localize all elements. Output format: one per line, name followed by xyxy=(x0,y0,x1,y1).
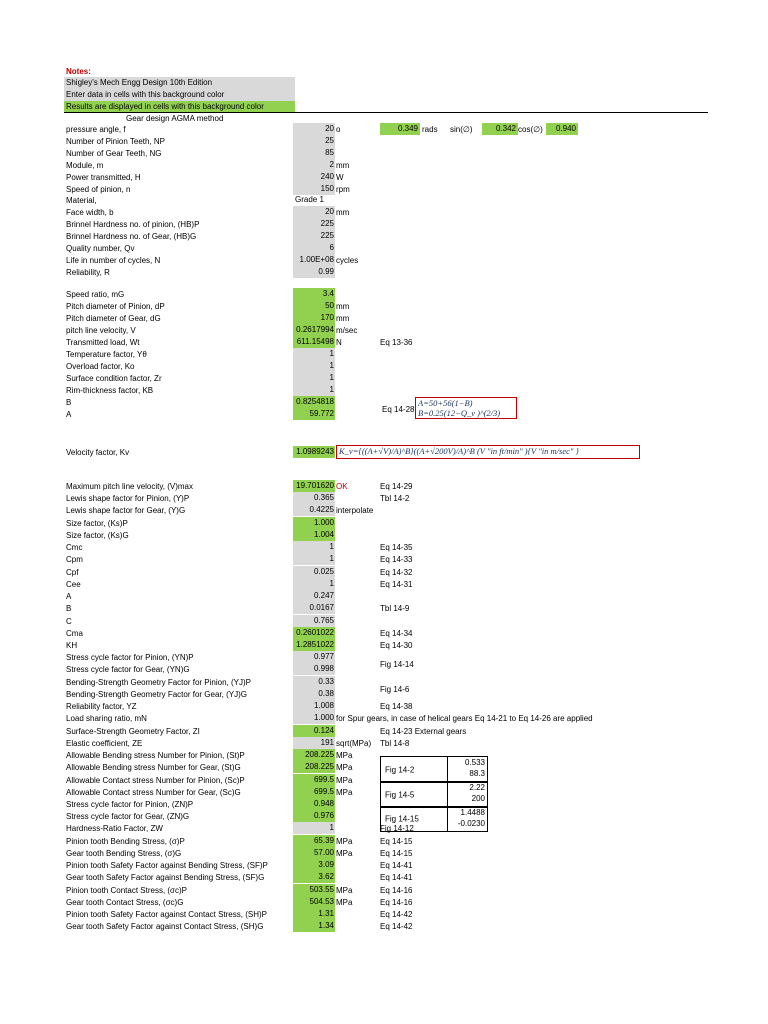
result-row-eq: Eq 14-38 xyxy=(380,702,413,712)
result-row-value: 699.5 xyxy=(293,786,335,798)
result-row-value: 0.38 xyxy=(293,688,335,700)
result-row-value: 0.124 xyxy=(293,725,335,737)
result-row-label: Allowable Contact stress Number for Gear, (Sc)G xyxy=(66,787,241,797)
input-row-label: Power transmitted, H xyxy=(66,172,141,182)
fig-box-value-2: 200 xyxy=(471,794,485,803)
cos-label: cos(∅) xyxy=(518,125,543,134)
result-row-unit: MPa xyxy=(336,885,353,895)
input-row-label: Speed of pinion, n xyxy=(66,184,131,194)
fig-box-value-1: 0.533 xyxy=(464,758,485,767)
result-row-label: Stress cycle factor for Gear, (ZN)G xyxy=(66,812,190,822)
input-row-unit: W xyxy=(336,172,344,182)
result-row-value: 65.39 xyxy=(293,835,335,847)
result-row-label: Cpf xyxy=(66,567,79,577)
calc-row-label: Surface condition factor, Zr xyxy=(66,373,162,383)
calc-row-value: 0.2617994 xyxy=(293,324,335,336)
result-row-unit: MPa xyxy=(336,836,353,846)
calc-row-label: Pitch diameter of Pinion, dP xyxy=(66,301,165,311)
result-row-value: 0.998 xyxy=(293,663,335,675)
result-row-value: 0.247 xyxy=(293,590,335,602)
result-row-eq: Eq 14-16 xyxy=(380,897,413,907)
calc-row-label: A xyxy=(66,409,72,419)
fig-box xyxy=(380,806,488,832)
calc-row-label: Rim-thickness factor, KB xyxy=(66,385,154,395)
calc-row-unit: m/sec xyxy=(336,325,358,335)
result-row-value: 0.948 xyxy=(293,798,335,810)
input-row-value: 225 xyxy=(293,230,335,242)
result-row-eq: Eq 14-15 xyxy=(380,848,413,858)
result-row-value: 1.2851022 xyxy=(293,639,335,651)
result-row-unit: OK xyxy=(336,482,348,491)
velocity-factor-label: Velocity factor, Kv xyxy=(66,448,130,457)
result-row-value: 1.004 xyxy=(293,529,335,541)
calc-row-value: 170 xyxy=(293,312,335,324)
calc-row-label: pitch line velocity, V xyxy=(66,325,136,335)
input-row-value: 0.99 xyxy=(293,266,335,278)
result-row-value: 0.025 xyxy=(293,566,335,578)
result-row-value: 1 xyxy=(293,578,335,590)
input-row-label: Brinnel Hardness no. of Gear, (HB)G xyxy=(66,232,197,242)
fig-box xyxy=(380,781,488,808)
calc-row-value: 50 xyxy=(293,300,335,312)
fig-box xyxy=(380,756,488,783)
result-row-label: Cpm xyxy=(66,555,83,565)
result-row-label: Elastic coefficient, ZE xyxy=(66,738,143,748)
fig-box-label: Fig 14-2 xyxy=(385,765,415,774)
notes-title: Notes: xyxy=(66,67,91,76)
fig-box-value-1: 1.4488 xyxy=(460,808,485,817)
formula-kv: K_v={((A+√V)/A)^B}((A+√200V)/A)^B (V "in ft/min" ){V "in m/sec" } xyxy=(336,445,640,459)
formula-b: B=0.25(12−Q_v )^(2/3) xyxy=(418,408,501,418)
rad-unit: rads xyxy=(422,125,438,134)
result-row-label: Surface-Strength Geometry Factor, ZI xyxy=(66,726,200,736)
fig-box-separator xyxy=(447,782,448,807)
calc-row-label: Temperature factor, Yθ xyxy=(66,349,147,359)
result-row-value: 3.09 xyxy=(293,859,335,871)
velocity-factor-value: 1.0989243 xyxy=(293,446,335,458)
sin-value: 0.342 xyxy=(482,123,518,135)
calc-row-unit: N xyxy=(336,337,342,347)
result-row-eq: Eq 14-15 xyxy=(380,836,413,846)
result-row-eq: Eq 14-30 xyxy=(380,640,413,650)
input-row-unit: rpm xyxy=(336,184,350,194)
result-row-value: 0.977 xyxy=(293,651,335,663)
result-row-value: 191 xyxy=(293,737,335,749)
result-row-label: Allowable Bending stress Number for Gear, (St)G xyxy=(66,763,241,773)
calc-row-value: 1 xyxy=(293,372,335,384)
result-row-eq: Eq 14-42 xyxy=(380,910,413,920)
calc-row-eq: Eq 13-36 xyxy=(380,337,413,347)
input-row-label: Quality number, Qv xyxy=(66,244,135,253)
result-row-eq: Tbl 14-8 xyxy=(380,738,410,748)
input-row-value: 25 xyxy=(293,135,335,147)
input-row-value: 6 xyxy=(293,242,335,254)
result-row-eq: Eq 14-29 xyxy=(380,482,413,491)
result-row-unit: MPa xyxy=(336,787,353,797)
result-row-label: Hardness-Ratio Factor, ZW xyxy=(66,824,163,834)
calc-row-unit: mm xyxy=(336,301,350,311)
result-row-label: Bending-Strength Geometry Factor for Pinion, (YJ)P xyxy=(66,677,251,687)
input-row-unit: mm xyxy=(336,160,350,170)
formula-ab-box xyxy=(415,397,517,419)
result-row-eq: Eq 14-16 xyxy=(380,885,413,895)
calc-row-label: Overload factor, Ko xyxy=(66,361,135,371)
result-row-value: 208.225 xyxy=(293,749,335,761)
result-row-label: Allowable Bending stress Number for Pinion, (St)P xyxy=(66,751,245,761)
fig-box-value-1: 2.22 xyxy=(469,783,485,792)
result-row-label: KH xyxy=(66,640,78,650)
input-row-value: 20 xyxy=(293,206,335,218)
input-row-label: Material, xyxy=(66,196,97,206)
result-row-label: Stress cycle factor for Pinion, (YN)P xyxy=(66,653,194,663)
result-row-value: 0.2601022 xyxy=(293,627,335,639)
result-row-value: 0.365 xyxy=(293,492,335,504)
input-row-label: Number of Pinion Teeth, NP xyxy=(66,136,166,146)
result-row-value: 1.000 xyxy=(293,712,335,724)
result-row-label: Size factor, (Ks)P xyxy=(66,518,128,528)
result-row-value: 57.00 xyxy=(293,847,335,859)
fig-14-6: Fig 14-6 xyxy=(380,685,410,694)
input-row-label: Number of Gear Teeth, NG xyxy=(66,148,162,158)
result-row-label: Pinion tooth Safety Factor against Bending Stress, (SF)P xyxy=(66,861,268,871)
result-row-label: Lewis shape factor for Pinion, (Y)P xyxy=(66,494,190,504)
fig-14-14: Fig 14-14 xyxy=(380,660,414,669)
input-row-label: Face width, b xyxy=(66,208,114,218)
result-row-eq: Tbl 14-2 xyxy=(380,494,410,504)
input-row-unit: cycles xyxy=(336,255,359,265)
result-row-label: Gear tooth Contact Stress, (σc)G xyxy=(66,897,184,907)
input-row-value: Grade 1 xyxy=(295,195,324,205)
fig-box-label: Fig 14-5 xyxy=(385,790,415,799)
fig-box-value-2: -0.0230 xyxy=(457,819,485,828)
calc-row-value: 1 xyxy=(293,384,335,396)
result-row-eq: Eq 14-41 xyxy=(380,873,413,883)
result-row-value: 0.4225 xyxy=(293,504,335,516)
result-row-unit: sqrt(MPa) xyxy=(336,738,372,748)
result-row-value: 0.0167 xyxy=(293,602,335,614)
result-row-eq: Eq 14-31 xyxy=(380,579,413,589)
result-row-label: Size factor, (Ks)G xyxy=(66,530,129,540)
result-row-label: Reliability factor, YZ xyxy=(66,702,137,712)
result-row-value: 504.53 xyxy=(293,896,335,908)
result-row-unit: interpolate xyxy=(336,506,374,516)
result-row-value: 0.33 xyxy=(293,676,335,688)
input-row-unit: o xyxy=(336,125,341,134)
result-row-unit: MPa xyxy=(336,848,353,858)
input-row-value: 85 xyxy=(293,147,335,159)
result-row-eq: Eq 14-23 External gears xyxy=(380,726,467,736)
calc-row-label: Transmitted load, Wt xyxy=(66,337,140,347)
calc-row-value: 0.8254818 xyxy=(293,396,335,408)
notes-line-edition: Shigley's Mech Engg Design 10th Edition xyxy=(64,77,295,89)
result-row-eq: Eq 14-34 xyxy=(380,628,413,638)
result-row-label: Gear tooth Safety Factor against Contact Stress, (SH)G xyxy=(66,922,264,932)
calc-row-label: Speed ratio, mG xyxy=(66,290,125,299)
input-row-label: Brinnel Hardness no. of pinion, (HB)P xyxy=(66,220,200,230)
rad-value: 0.349 xyxy=(380,123,420,135)
result-row-eq: Fig 14-12 xyxy=(380,824,414,834)
result-row-value: 1.34 xyxy=(293,920,335,932)
calc-row-value: 1 xyxy=(293,348,335,360)
result-row-unit: MPa xyxy=(336,763,353,773)
result-row-label: Cma xyxy=(66,628,83,638)
result-row-value: 1.31 xyxy=(293,908,335,920)
notes-line-result-color: Results are displayed in cells with this background color xyxy=(64,101,295,112)
sin-label: sin(∅) xyxy=(450,125,473,134)
result-row-value: 3.62 xyxy=(293,871,335,883)
cos-value: 0.940 xyxy=(546,123,578,135)
calc-row-value: 3.4 xyxy=(293,288,335,300)
result-row-label: Lewis shape factor for Gear, (Y)G xyxy=(66,506,186,516)
fig-box-label: Fig 14-15 xyxy=(385,814,419,824)
result-row-value: 19.701620 xyxy=(293,480,335,492)
result-row-eq: Eq 14-42 xyxy=(380,922,413,932)
fig-box-separator xyxy=(447,807,448,831)
result-row-unit: MPa xyxy=(336,897,353,907)
result-row-label: Pinion tooth Contact Stress, (σc)P xyxy=(66,885,187,895)
result-row-label: Pinion tooth Bending Stress, (σ)P xyxy=(66,836,185,846)
input-row-value: 2 xyxy=(293,159,335,171)
input-row-value: 20 xyxy=(293,123,335,135)
input-row-value: 240 xyxy=(293,171,335,183)
result-row-eq: Eq 14-35 xyxy=(380,543,413,553)
result-row-value: 1 xyxy=(293,822,335,834)
result-row-eq: Eq 14-41 xyxy=(380,861,413,871)
result-row-label: Maximum pitch line velocity, (V)max xyxy=(66,482,193,491)
formula-a: A=50+56(1−B) xyxy=(418,398,473,408)
calc-row-value: 611.15498 xyxy=(293,336,335,348)
result-row-value: 699.5 xyxy=(293,774,335,786)
result-row-label: A xyxy=(66,592,72,602)
input-row-label: Life in number of cycles, N xyxy=(66,255,161,265)
result-row-eq: Eq 14-33 xyxy=(380,555,413,565)
result-row-eq: Eq 14-32 xyxy=(380,567,413,577)
result-row-value: 208.225 xyxy=(293,761,335,773)
result-row-label: Load sharing ratio, mN xyxy=(66,714,147,724)
result-row-value: 1 xyxy=(293,553,335,565)
calc-row-value: 59.772 xyxy=(293,408,335,420)
result-row-value: 503.55 xyxy=(293,884,335,896)
result-row-value: 0.976 xyxy=(293,810,335,822)
eq-14-28: Eq 14-28 xyxy=(382,405,415,414)
result-row-label: Cee xyxy=(66,579,81,589)
result-row-label: C xyxy=(66,616,72,626)
input-row-label: Module, m xyxy=(66,160,104,170)
section-title: Gear design AGMA method xyxy=(126,114,224,123)
calc-row-label: B xyxy=(66,397,72,407)
input-row-value: 225 xyxy=(293,218,335,230)
input-row-unit: mm xyxy=(336,208,350,218)
result-row-label: Stress cycle factor for Pinion, (ZN)P xyxy=(66,799,194,809)
result-row-label: Allowable Contact stress Number for Pinion, (Sc)P xyxy=(66,775,245,785)
input-row-value: 150 xyxy=(293,183,335,195)
input-row-value: 1.00E+08 xyxy=(293,254,335,266)
fig-box-separator xyxy=(447,757,448,782)
input-row-label: pressure angle, f xyxy=(66,125,126,134)
result-row-label: Cmc xyxy=(66,543,83,553)
calc-row-label: Pitch diameter of Gear, dG xyxy=(66,313,161,323)
result-row-value: 1.000 xyxy=(293,517,335,529)
result-row-value: 1 xyxy=(293,541,335,553)
result-row-unit: MPa xyxy=(336,775,353,785)
result-row-label: Gear tooth Bending Stress, (σ)G xyxy=(66,848,182,858)
result-row-label: Gear tooth Safety Factor against Bending Stress, (SF)G xyxy=(66,873,265,883)
result-row-eq: Tbl 14-9 xyxy=(380,604,410,614)
result-row-value: 1.008 xyxy=(293,700,335,712)
result-row-label: B xyxy=(66,604,72,614)
notes-line-input-color: Enter data in cells with this background color xyxy=(64,89,295,101)
fig-box-value-2: 88.3 xyxy=(469,769,485,778)
result-row-label: Pinion tooth Safety Factor against Contact Stress, (SH)P xyxy=(66,910,267,920)
calc-row-unit: mm xyxy=(336,313,350,323)
input-row-label: Reliability, R xyxy=(66,267,110,277)
result-row-label: Stress cycle factor for Gear, (YN)G xyxy=(66,665,190,675)
result-row-unit: MPa xyxy=(336,751,353,761)
result-row-unit: for Spur gears, in case of helical gears Eq 14-21 to Eq 14-26 are applied xyxy=(336,714,593,724)
result-row-label: Bending-Strength Geometry Factor for Gear, (YJ)G xyxy=(66,689,247,699)
calc-row-value: 1 xyxy=(293,360,335,372)
result-row-value: 0.765 xyxy=(293,615,335,627)
